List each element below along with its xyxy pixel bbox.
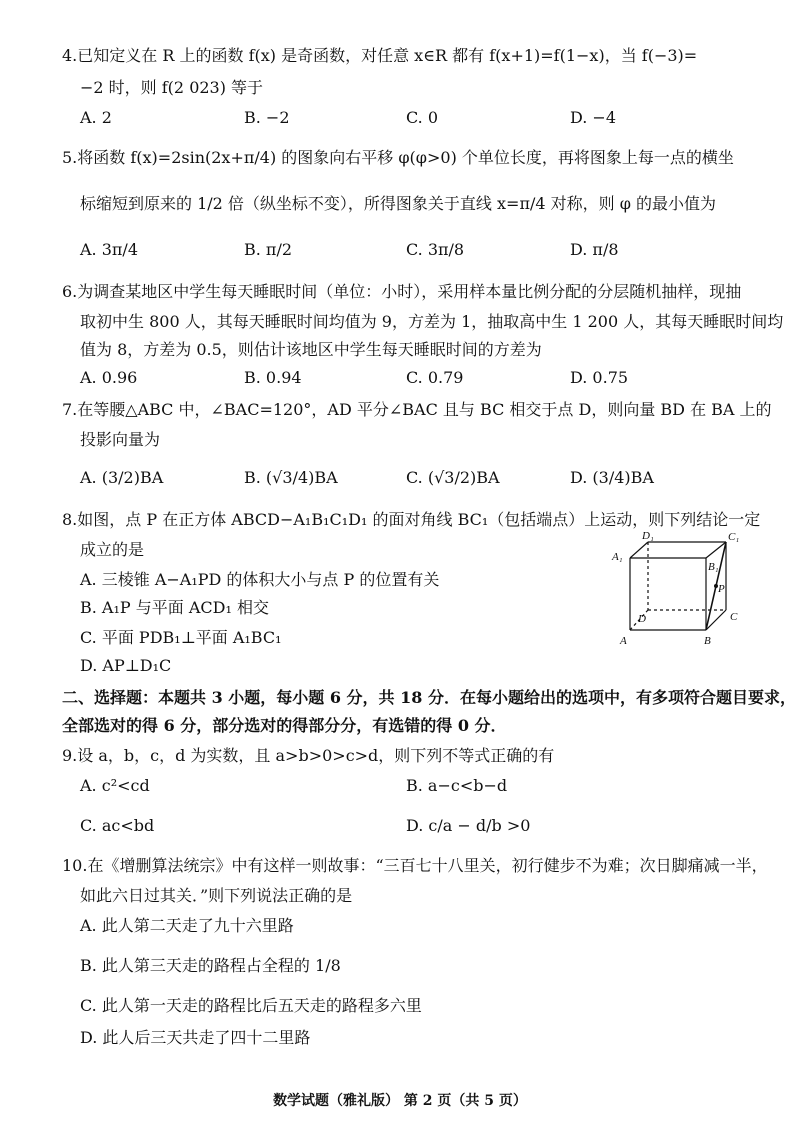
edge-a1-d1 [630, 542, 648, 558]
q9-option-d: D. c/a − d/b >0 [406, 816, 531, 835]
q9-option-a: A. c²<cd [80, 776, 150, 795]
q6-option-c: C. 0.79 [406, 368, 464, 387]
label-b: B [704, 635, 711, 647]
q6-stem-line2: 取初中生 800 人，其每天睡眠时间均值为 9，方差为 1，抽取高中生 1 200 人，其每天睡眠时间均 [80, 312, 784, 331]
cube-figure [608, 530, 753, 650]
q5-stem-line1: 5.将函数 f(x)=2sin(2x+π/4) 的图象向右平移 φ(φ>0) 个单位长度，再将图象上每一点的横坐 [62, 148, 734, 167]
q7-option-b: B. (√3/4)BA [244, 468, 338, 487]
q9-option-b: B. a−c<b−d [406, 776, 508, 795]
label-d1: D₁ [642, 530, 654, 542]
q6-option-d: D. 0.75 [570, 368, 629, 387]
q10-stem-line2: 如此六日过其关．”则下列说法正确的是 [80, 886, 353, 905]
q6-stem-line3: 值为 8，方差为 0.5，则估计该地区中学生每天睡眠时间的方差为 [80, 340, 542, 359]
q9-option-c: C. ac<bd [80, 816, 155, 835]
q10-option-c: C. 此人第一天走的路程比后五天走的路程多六里 [80, 996, 422, 1015]
q7-option-c: C. (√3/2)BA [406, 468, 500, 487]
q4-stem-line1: 4.已知定义在 R 上的函数 f(x) 是奇函数，对任意 x∈R 都有 f(x+1)=f(1−x)，当 f(−3)= [62, 46, 698, 65]
q4-option-c: C. 0 [406, 108, 439, 127]
q5-option-d: D. π/8 [570, 240, 619, 259]
q7-stem-line1: 7.在等腰△ABC 中，∠BAC=120°，AD 平分∠BAC 且与 BC 相交于点 D，则向量 BD 在 BA 上的 [62, 400, 772, 419]
section2-heading-line2: 全部选对的得 6 分，部分选对的得部分分，有选错的得 0 分． [62, 716, 507, 735]
label-a: A [620, 635, 627, 647]
q6-option-a: A. 0.96 [80, 368, 138, 387]
q8-stem-line2: 成立的是 [80, 540, 145, 559]
q8-stem-line1: 8.如图，点 P 在正方体 ABCD−A₁B₁C₁D₁ 的面对角线 BC₁（包括端点）上运动，则下列结论一定 [62, 510, 761, 529]
q7-option-d: D. (3/4)BA [570, 468, 654, 487]
q4-option-a: A. 2 [80, 108, 112, 127]
section2-heading-line1: 二、选择题：本题共 3 小题，每小题 6 分，共 18 分．在每小题给出的选项中，有多项符合题目要求， [62, 688, 796, 707]
q7-option-a: A. (3/2)BA [80, 468, 164, 487]
q4-option-d: D. −4 [570, 108, 617, 127]
q6-option-b: B. 0.94 [244, 368, 302, 387]
q5-option-a: A. 3π/4 [80, 240, 138, 259]
q5-option-b: B. π/2 [244, 240, 293, 259]
label-c: C [730, 611, 738, 623]
label-a1: A₁ [612, 551, 623, 563]
q8-option-b: B. A₁P 与平面 ACD₁ 相交 [80, 598, 269, 617]
label-p: P [718, 583, 725, 595]
q8-option-d: D. AP⊥D₁C [80, 656, 172, 675]
label-b1: B₁ [708, 561, 719, 573]
q10-option-d: D. 此人后三天共走了四十二里路 [80, 1028, 311, 1047]
q6-stem-line1: 6.为调查某地区中学生每天睡眠时间（单位：小时），采用样本量比例分配的分层随机抽样，现抽 [62, 282, 742, 301]
q10-option-b: B. 此人第三天走的路程占全程的 1/8 [80, 956, 341, 975]
label-d: D [638, 613, 646, 625]
q7-stem-line2: 投影向量为 [80, 430, 161, 449]
label-c1: C₁ [728, 531, 740, 543]
page-footer: 数学试题（雅礼版） 第 2 页（共 5 页） [273, 1093, 527, 1109]
q4-option-b: B. −2 [244, 108, 290, 127]
q8-option-a: A. 三棱锥 A−A₁PD 的体积大小与点 P 的位置有关 [80, 570, 440, 589]
q5-stem-line2: 标缩短到原来的 1/2 倍（纵坐标不变），所得图象关于直线 x=π/4 对称，则 φ 的最小值为 [80, 194, 716, 213]
q8-option-c: C. 平面 PDB₁⊥平面 A₁BC₁ [80, 628, 282, 647]
q10-option-a: A. 此人第二天走了九十六里路 [80, 916, 294, 935]
q9-stem-line1: 9.设 a，b，c，d 为实数，且 a>b>0>c>d，则下列不等式正确的有 [62, 746, 555, 765]
q4-stem-line2: −2 时，则 f(2 023) 等于 [80, 78, 264, 97]
q5-option-c: C. 3π/8 [406, 240, 465, 259]
q10-stem-line1: 10.在《增删算法统宗》中有这样一则故事：“三百七十八里关，初行健步不为难；次日脚痛减一半， [62, 856, 768, 875]
